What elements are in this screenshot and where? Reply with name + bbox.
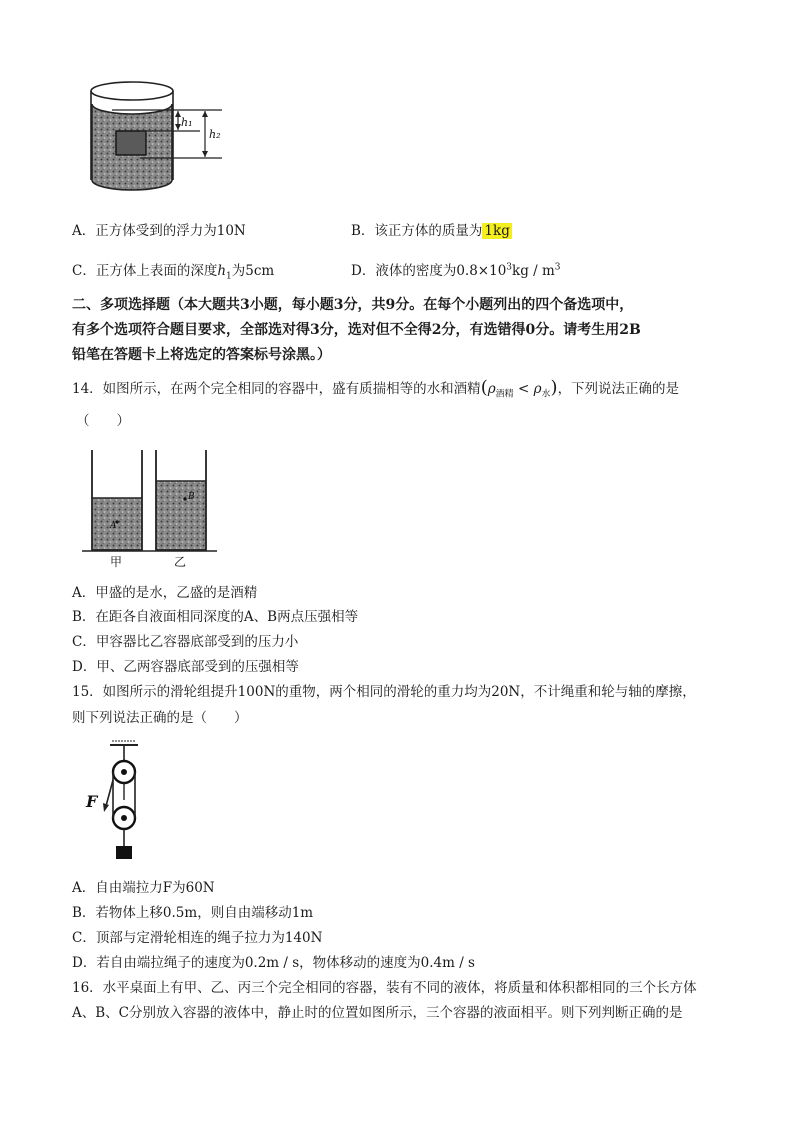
density-unit: kg / m <box>512 263 555 279</box>
point-a-label: A <box>110 521 117 531</box>
pulley-figure <box>82 740 152 865</box>
exponent: 3 <box>506 262 513 273</box>
q15-option-a: A．自由端拉力F为60N <box>72 880 215 896</box>
rho-alcohol-sub: 酒精 <box>495 389 514 400</box>
h2-label: h₂ <box>209 128 221 141</box>
q13-option-c-text: C．正方体上表面的深度 <box>72 263 218 279</box>
section-heading-line-3: 铅笔在答题卡上将选定的答案标号涂黑。） <box>72 347 331 363</box>
less-than: < <box>517 381 530 397</box>
rho-alcohol: ρ <box>487 381 496 397</box>
q13-option-b-text: B．该正方体的质量为 <box>351 223 483 239</box>
q13-option-b <box>351 219 512 239</box>
q14-option-c: C．甲容器比乙容器底部受到的压力小 <box>72 634 299 650</box>
q14-stem-suffix: ，下列说法正确的是 <box>557 381 680 397</box>
section-heading-line-2: 有多个选项符合题目要求，全部选对得3分，选对但不全得2分，有选错得0分。请考生用2B <box>72 322 641 338</box>
rho-water: ρ <box>533 381 542 397</box>
unit-exponent: 3 <box>554 262 561 273</box>
q14-option-b: B．在距各自液面相同深度的A、B两点压强相等 <box>72 609 359 625</box>
h-subscript: 1 <box>226 271 232 282</box>
q13-option-a: A．正方体受到的浮力为10N <box>72 223 246 239</box>
highlighted-answer: 1kg <box>484 223 510 239</box>
q13-option-d-text: D．液体的密度为0.8×10 <box>351 263 507 279</box>
q15-option-b: B．若物体上移0.5m，则自由端移动1m <box>72 905 314 921</box>
q15-option-c: C．顶部与定滑轮相连的绳子拉力为140N <box>72 930 323 946</box>
two-containers-figure <box>82 448 217 570</box>
q15-option-d: D．若自由端拉绳子的速度为0.2m / s，物体移动的速度为0.4m / s <box>72 955 475 971</box>
q13-option-c-suffix: 为5cm <box>231 263 275 279</box>
q13-option-d <box>351 259 561 279</box>
force-f-label: F <box>86 792 98 811</box>
q14-stem: 14．如图所示，在两个完全相同的容器中，盛有质揣相等的水和酒精$(\rho_{酒精} < \rho_水)$，下列说法正确的是 <box>72 377 680 400</box>
rho-water-sub: 水 <box>541 389 551 400</box>
q16-stem-line-1: 16．水平桌面上有甲、乙、丙三个完全相同的容器，装有不同的液体，将质量和体积都相同的三个长方体 <box>72 980 697 996</box>
q14-option-d: D．甲、乙两容器底部受到的压强相等 <box>72 659 299 675</box>
q13-option-c <box>72 259 274 282</box>
section-heading-line-1: 二、多项选择题（本大题共3小题，每小题3分，共9分。在每个小题列出的四个备选项中， <box>72 297 634 313</box>
cylinder-cube-figure <box>82 74 232 198</box>
container-yi-label: 乙 <box>174 555 187 569</box>
h1-label: h₁ <box>181 116 193 129</box>
q14-answer-paren: （ ） <box>76 413 130 429</box>
h-symbol: h <box>217 263 227 279</box>
q16-stem-line-2: A、B、C分别放入容器的液体中，静止时的位置如图所示，三个容器的液面相平。则下列判断正确的是 <box>72 1005 683 1021</box>
q15-stem-line-2: 则下列说法正确的是（ ） <box>72 710 248 726</box>
point-b-label: B <box>188 492 195 502</box>
q14-stem-text: 14．如图所示，在两个完全相同的容器中，盛有质揣相等的水和酒精 <box>72 381 481 397</box>
q15-stem-line-1: 15．如图所示的滑轮组提升100N的重物，两个相同的滑轮的重力均为20N，不计绳重和轮与轴的摩擦， <box>72 684 696 700</box>
q14-option-a: A．甲盛的是水，乙盛的是酒精 <box>72 585 258 601</box>
container-jia-label: 甲 <box>110 555 123 569</box>
